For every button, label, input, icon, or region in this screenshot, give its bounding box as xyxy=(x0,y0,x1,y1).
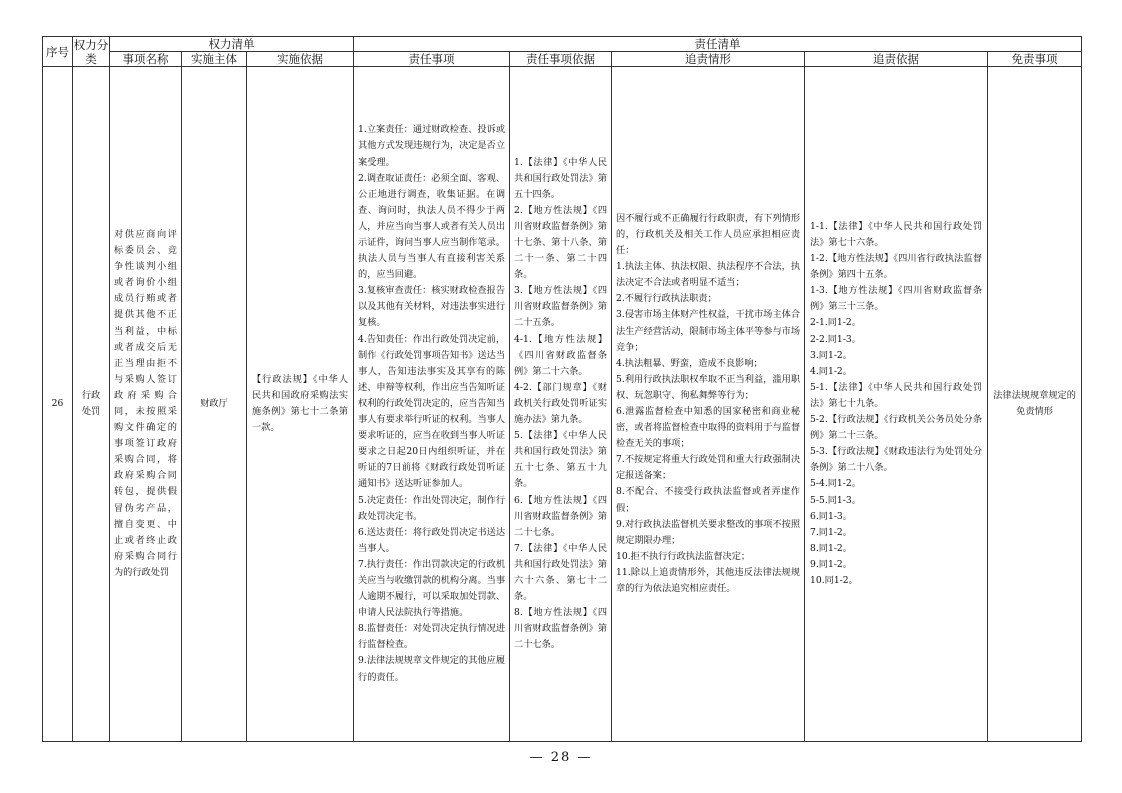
list-item: 2-1.同1-2。 xyxy=(810,317,861,329)
power-responsibility-table xyxy=(42,36,1082,742)
header-account-cases: 追责情形 xyxy=(612,52,805,67)
list-item: 2-2.同1-3。 xyxy=(810,333,861,345)
list-item: 因不履行或不正确履行行政职责，有下列情形的，行政机关及相关工作人员应承担相应责任： xyxy=(616,212,801,257)
list-item: 5.利用行政执法职权牟取不正当利益，滥用职权、玩忽职守、徇私舞弊等行为； xyxy=(616,373,801,401)
row-basis: 【行政法规】《中华人民共和国政府采购法实施条例》第七十二条第一款。 xyxy=(247,67,354,742)
list-item: 5-4.同1-2。 xyxy=(810,478,861,490)
header-resp-items: 责任事项 xyxy=(354,52,510,67)
page-number: — 28 — xyxy=(529,750,593,765)
list-item: 2.调查取证责任：必须全面、客观、公正地进行调查，收集证据。在调查、询问时，执法人员不得少于两人，并应当向当事人或者有关人员出示证件，询问当事人应当制作笔录。执法人员与当事人有直接利害关系的，应当回避。 xyxy=(358,172,506,281)
list-item: 5.决定责任：作出处罚决定，制作行政处罚决定书。 xyxy=(358,494,506,522)
list-item: 3.侵害市场主体财产性权益，干扰市场主体合法生产经营活动，限制市场主体平等参与市场竞争； xyxy=(616,309,801,353)
list-item: 8.不配合、不接受行政执法监督或者弄虚作假； xyxy=(616,486,801,514)
row-seq: 26 xyxy=(43,67,73,742)
header-power-list: 权力清单 xyxy=(110,37,354,52)
list-item: 2.不履行行政执法职责； xyxy=(616,293,717,305)
list-item: 7.执行责任：作出罚款决定的行政机关应当与收缴罚款的机构分离。当事人逾期不履行，可以采取加处罚款、申请人民法院执行等措施。 xyxy=(358,558,506,619)
row-item-name: 对供应商向评标委员会、竞争性谈判小组或者询价小组成员行贿或者提供其他不正当利益，中标或者成交后无正当理由拒不与采购人签订政府采购合同，未按照采购文件确定的事项签订政府采购合同，将政府采购合同转包，提供假冒伪劣产品，擅自变更、中止或者终止政府采购合同行为的行政处罚 xyxy=(110,67,182,742)
list-item: 10.同1-2。 xyxy=(810,574,858,586)
list-item: 5-2.【行政法规】《行政机关公务员处分条例》第二十三条。 xyxy=(810,414,983,442)
header-item-name: 事项名称 xyxy=(110,52,182,67)
header-resp-basis: 责任事项依据 xyxy=(510,52,612,67)
header-responsibility-list: 责任清单 xyxy=(354,37,1082,52)
list-item: 4-2.【部门规章】《财政机关行政处罚听证实施办法》第九条。 xyxy=(514,381,608,426)
row-power-class: 行政处罚 xyxy=(73,67,110,742)
list-item: 7.不按规定将重大行政处罚和重大行政强制决定报送备案； xyxy=(616,454,801,482)
list-item: 6.同1-3。 xyxy=(810,510,852,522)
list-item: 5.【法律】《中华人民共和国行政处罚法》第五十七条、第五十九条。 xyxy=(514,430,608,490)
list-item: 11.除以上追责情形外，其他违反法律法规规章的行为依法追究相应责任。 xyxy=(616,566,801,595)
list-item: 1-3.【地方性法规】《四川省财政监督条例》第三十三条。 xyxy=(810,285,983,313)
header-exemption: 免责事项 xyxy=(988,52,1082,67)
list-item: 4.同1-2。 xyxy=(810,365,852,377)
row-account-cases xyxy=(612,67,805,742)
list-item: 6.泄露监督检查中知悉的国家秘密和商业秘密，或者将监督检查中取得的资料用于与监督检查无关的事项； xyxy=(616,406,801,450)
row-resp-items xyxy=(354,67,510,742)
list-item: 3.【地方性法规】《四川省财政监督条例》第二十五条。 xyxy=(514,285,608,329)
list-item: 5-5.同1-3。 xyxy=(810,494,861,506)
list-item: 3.同1-2。 xyxy=(810,349,852,361)
list-item: 9.法律法规规章文件规定的其他应履行的责任。 xyxy=(358,655,506,683)
list-item: 2.【地方性法规】《四川省财政监督条例》第十七条、第十八条、第二十一条、第二十四条。 xyxy=(514,204,608,281)
list-item: 4.告知责任：作出行政处罚决定前，制作《行政处罚事项告知书》送达当事人，告知违法事实及其享有的陈述、申辩等权利，作出应当告知听证权利的行政处罚决定的，应当告知当事人有要求举行听证的权利。当事人要求听证的，应当在收到当事人听证要求之日起20日内组织听证，并在听证的7日前将《财政行政处罚听证通知书》送达听证参加人。 xyxy=(358,333,506,490)
list-item: 1-1.【法律】《中华人民共和国行政处罚法》第七十六条。 xyxy=(810,220,983,249)
row-exemption: 法律法规规章规定的免责情形 xyxy=(988,67,1082,742)
list-item: 8.同1-2。 xyxy=(810,542,852,554)
list-item: 7.同1-2。 xyxy=(810,526,852,538)
list-item: 8.监督责任：对处罚决定执行情况进行监督检查。 xyxy=(358,623,506,651)
table-row xyxy=(43,67,1082,742)
row-subject: 财政厅 xyxy=(182,67,247,742)
list-item: 10.拒不执行行政执法监督决定； xyxy=(616,550,751,562)
list-item: 1.执法主体、执法权限、执法程序不合法，执法决定不合法或者明显不适当； xyxy=(616,261,801,289)
header-power-class: 权力分类 xyxy=(73,37,109,66)
row-account-basis xyxy=(805,67,988,742)
list-item: 4.执法粗暴、野蛮，造成不良影响； xyxy=(616,357,763,369)
row-resp-basis xyxy=(510,67,612,742)
list-item: 6.送达责任：将行政处罚决定书送达当事人。 xyxy=(358,526,506,554)
list-item: 9.对行政执法监督机关要求整改的事项不按照规定期限办理； xyxy=(616,518,801,546)
list-item: 5-1.【法律】《中华人民共和国行政处罚法》第七十九条。 xyxy=(810,381,983,409)
header-basis: 实施依据 xyxy=(247,52,354,67)
list-item: 1.立案责任：通过财政检查、投诉或其他方式发现违规行为，决定是否立案受理。 xyxy=(358,124,506,168)
list-item: 3.复核审查责任：核实财政检查报告以及其他有关材料，对违法事实进行复核。 xyxy=(358,285,506,329)
list-item: 5-3.【行政法规】《财政违法行为处罚处分条例》第二十八条。 xyxy=(810,446,983,474)
header-subject: 实施主体 xyxy=(182,52,247,67)
list-item: 4-1.【地方性法规】《四川省财政监督条例》第二十六条。 xyxy=(514,333,608,377)
header-account-basis: 追责依据 xyxy=(805,52,988,67)
list-item: 1.【法律】《中华人民共和国行政处罚法》第五十四条。 xyxy=(514,156,608,200)
list-item: 1-2.【地方性法规】《四川省行政执法监督条例》第四十五条。 xyxy=(810,253,983,281)
list-item: 6.【地方性法规】《四川省财政监督条例》第二十七条。 xyxy=(514,494,608,538)
list-item: 9.同1-2。 xyxy=(810,558,852,570)
list-item: 7.【法律】《中华人民共和国行政处罚法》第六十六条、第七十二条。 xyxy=(514,542,608,603)
header-seq: 序号 xyxy=(43,37,73,67)
list-item: 8.【地方性法规】《四川省财政监督条例》第二十七条。 xyxy=(514,607,608,651)
